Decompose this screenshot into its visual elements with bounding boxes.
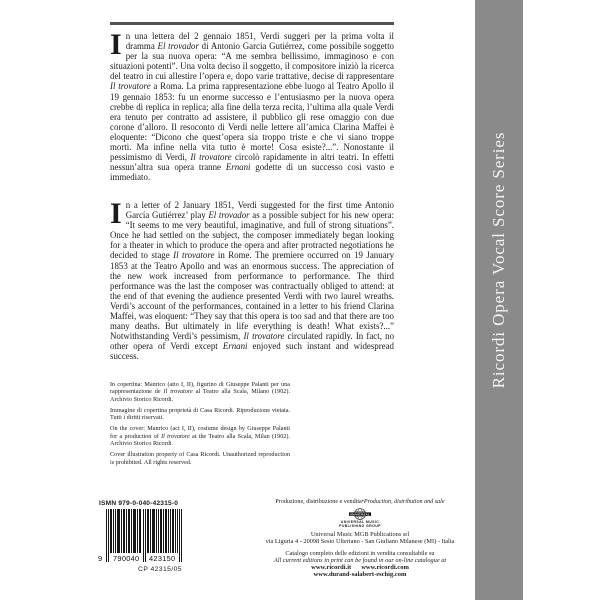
url-durand: www.durand-salabert-eschig.com <box>313 571 407 579</box>
series-band <box>475 0 523 600</box>
paragraph-italian <box>110 28 395 183</box>
drop-cap-english: I <box>110 197 122 230</box>
ean-barcode <box>98 509 182 563</box>
publisher-address: via Liguria 4 - 20098 Sesto Ulteriano - San Giuliano Milanese (MI) - Italia <box>265 538 455 546</box>
distribution-line <box>248 499 472 506</box>
distribution-separator: • <box>361 499 364 505</box>
credit-cover-english: On the cover: Manrico (act I, II), costume design by Giuseppe Palanti for a production of Il trovatore at the Teatro alla Scala, Milan (1902). Archivio Storico Ricordi. <box>110 425 290 448</box>
credit-cover-italian: In copertina: Manrico (atto I, II), figurino di Giuseppe Palanti per una rappresentazione de Il trovatore al Teatro alla Scala, Milano (1902). Archivio Storico Ricordi. <box>110 381 290 403</box>
ean-first-digit: 9 <box>98 554 103 563</box>
barcode-block <box>99 500 189 573</box>
ismn-number: ISMN 979-0-040-42315-0 <box>99 500 179 507</box>
credits-block <box>110 381 290 470</box>
ean-digits <box>98 554 182 563</box>
logo-subtitle-1: UNIVERSAL MUSIC <box>340 520 380 524</box>
paragraph-italian-text: n una lettera del 2 gennaio 1851, Verdi suggerì per la prima volta il dramma El trovador di Antonio García Gutiérrez, come possibile soggetto per la sua nuova opera: “A me sembra bellissimo, immaginoso e con situazioni potenti”. Una volta deciso il soggetto, il compositore iniziò la ricerca del teatro in cui allestire l’opera e, dopo varie trattative, decise di rappresentare Il trovatore a Roma. La prima rappresentazione ebbe luogo al Teatro Apollo il 19 gennaio 1853: fu un enorme successo e l’entusiasmo per la nuova opera crebbe di replica in replica; alla fine della terza recita, l’ultima alla quale Verdi era tenuto per contratto ad assistere, il pubblico gli rese omaggio con due corone d’alloro. Il resoconto di Verdi nelle lettere all’amica Clarina Maffei è eloquente: “Dicono che quest’opera sia troppo triste e che vi siano troppe morti. Ma infine nella vita tutto è morte! Cosa esiste?...”. Nonostante il pessimismo di Verdi, Il trovatore circolò rapidamente in altri teatri. In effetti nessun’altra sua opera tranne Ernani godette di un successo così vasto e immediato. <box>110 31 395 183</box>
url-ricordi-com: www.ricordi.com <box>361 564 409 572</box>
series-title: Ricordi Opera Vocal Score Series <box>489 131 508 389</box>
ean-group-1: 790040 <box>113 554 140 563</box>
credit-rights-english: Cover illustration property of Casa Ricordi. Unauthorized reproduction is prohibited. All rights reserved. <box>110 451 290 466</box>
paragraph-english <box>110 197 395 362</box>
url-ricordi-it: www.ricordi.it <box>311 564 352 572</box>
ean-group-2: 423150 <box>149 554 176 563</box>
plate-number: CP 42315/05 <box>138 566 182 573</box>
catalog-note-italian: Catalogo completo delle edizioni in vendita consultabile su <box>285 549 435 557</box>
universal-logo-text: UNIVERSAL <box>349 512 371 517</box>
publisher-company: Universal Music MGB Publications srl <box>310 530 410 538</box>
logo-subtitle-2: PUBLISHING GROUP <box>339 523 381 528</box>
credit-rights-italian: Immagine di copertina proprietà di Casa Ricordi. Riproduzione vietata. Tutti i diritti riservati. <box>110 406 290 422</box>
urls-line <box>248 564 472 571</box>
top-rule <box>110 22 394 25</box>
drop-cap-italian: I <box>110 28 122 61</box>
catalog-note-english: All current editions in print can be found in our on-line catalogue at <box>273 556 447 564</box>
paragraph-english-text: n a letter of 2 January 1851, Verdi suggested for the first time Antonio García Gutiérrez’ play El trovador as a possible subject for his new opera: “It seems to me very beautiful, imaginative, and full of strong situations”. Once he had settled on the subject, the composer immediately began looking for a theater in which to produce the opera and after protracted negotiations he decided to stage Il trovatore in Rome. The premiere occurred on 19 January 1853 at the Teatro Apollo and was an enormous success. The appreciation of the new work increased from performance to performance. The third performance was the last the composer was contractually obliged to attend: at the end of that evening the audience presented Verdi with two laurel wreaths. Verdi’s account of the performances, contained in a letter to his friend Clarina Maffei, was eloquent: “They say that this opera is too sad and that there are too many deaths. But ultimately in life everything is death! What exists?...” Notwithstanding Verdi’s pessimism, Il trovatore circulated rapidly. In fact, no other opera of Verdi except Ernani enjoyed such instant and widespread success. <box>110 200 395 362</box>
publisher-block <box>248 499 472 579</box>
distribution-english: Production, distribution and sale <box>363 499 445 505</box>
distribution-italian: Produzione, distribuzione e vendita <box>275 499 362 505</box>
